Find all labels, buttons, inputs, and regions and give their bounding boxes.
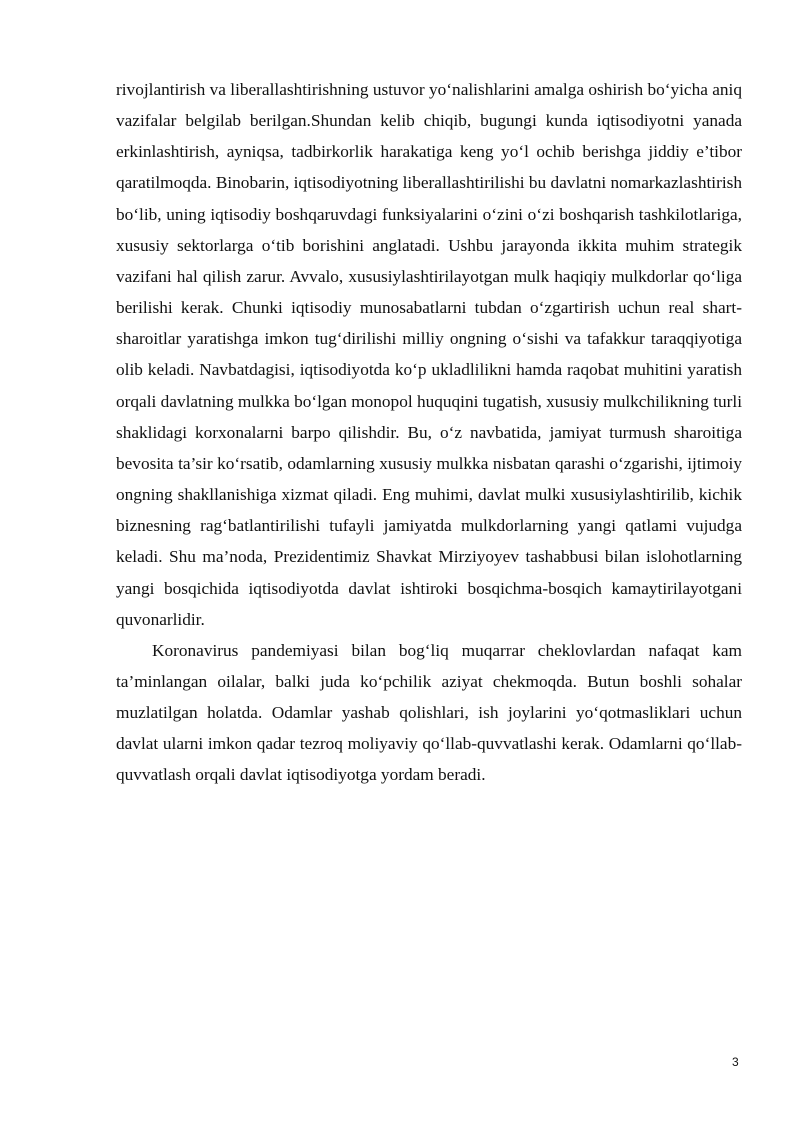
paragraph-1: rivojlantirish va liberallashtirishning ustuvor yo‘nalishlarini amalga oshirish bo‘yicha aniq vazifalar belgilab berilgan.Shundan kelib chiqib, bugungi kunda iqtisodiyotni yanada erkinlashtirish, ayniqsa, tadbirkorlik harakatiga keng yo‘l ochib berishga jiddiy e’tibor qaratilmoqda. Binobarin, iqtisodiyotning liberallashtirilishi bu davlatni nomarkazlashtirish bo‘lib, uning iqtisodiy boshqaruvdagi funksiyalarini o‘zini o‘zi boshqarish tashkilotlariga, xususiy sektorlarga o‘tib borishini anglatadi. Ushbu jarayonda ikkita muhim strategik vazifani hal qilish zarur. Avvalo, xususiylashtirilayotgan mulk haqiqiy mulkdorlar qo‘liga berilishi kerak. Chunki iqtisodiy munosabatlarni tubdan o‘zgartirish uchun real shart-sharoitlar yaratishga imkon tug‘dirilishi milliy ongning o‘sishi va tafakkur taraqqiyotiga olib keladi. Navbatdagisi, iqtisodiyotda ko‘p ukladlilikni hamda raqobat muhitini yaratish orqali davlatning mulkka bo‘lgan monopol huquqini tugatish, xususiy mulkchilikning turli shaklidagi korxonalarni barpo qilishdir. Bu, o‘z navbatida, jamiyat turmush sharoitiga bevosita ta’sir ko‘rsatib, odamlarning xususiy mulkka nisbatan qarashi o‘zgarishi, ijtimoiy ongning shakllanishiga xizmat qiladi. Eng muhimi, davlat mulki xususiylashtirilib, kichik biznesning rag‘batlantirilishi tufayli jamiyatda mulkdorlarning yangi qatlami vujudga keladi. Shu ma’noda, Prezidentimiz Shavkat Mirziyoyev tashabbusi bilan islohotlarning yangi bosqichida iqtisodiyotda davlat ishtiroki bosqichma-bosqich kamaytirilayotgani quvonarlidir. — [116, 80, 742, 629]
paragraph-2: Koronavirus pandemiyasi bilan bog‘liq muqarrar cheklovlardan nafaqat kam ta’minlangan oilalar, balki juda ko‘pchilik aziyat chekmoqda. Butun boshli sohalar muzlatilgan holatda. Odamlar yashab qolishlari, ish joylarini yo‘qotmasliklari uchun davlat ularni imkon qadar tezroq moliyaviy qo‘llab-quvvatlashi kerak. Odamlarni qo‘llab-quvvatlash orqali davlat iqtisodiyotga yordam beradi. — [116, 640, 742, 785]
body-text — [116, 74, 742, 791]
page-number: 3 — [732, 1055, 739, 1069]
